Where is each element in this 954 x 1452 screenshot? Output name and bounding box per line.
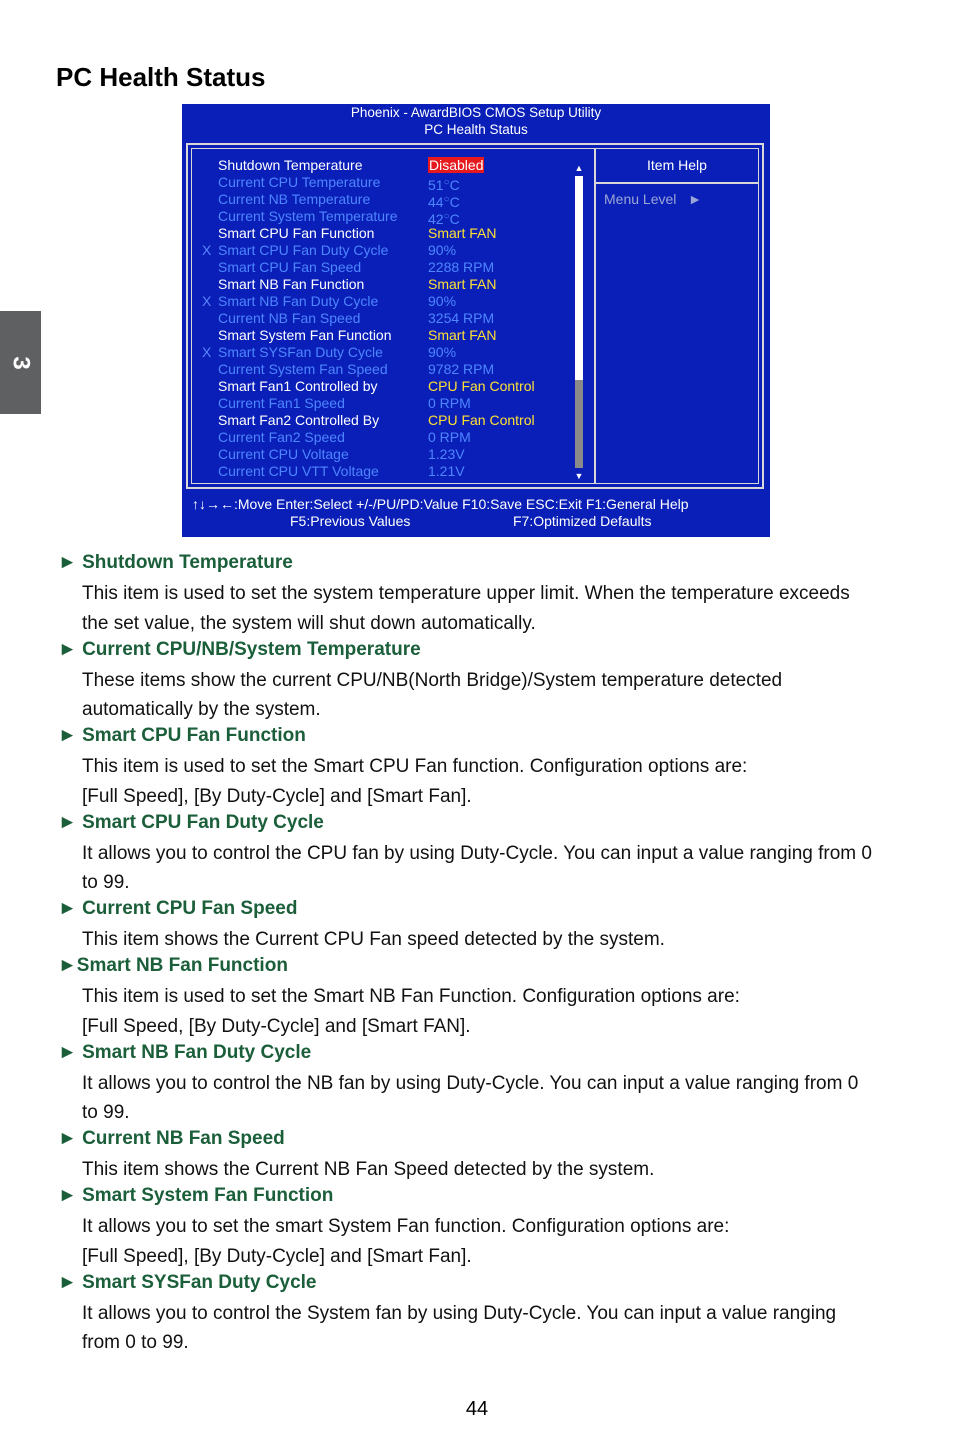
- item-description: [82, 1155, 902, 1185]
- key-legend-line1: ↑↓→←:Move Enter:Select +/-/PU/PD:Value F10:Save ESC:Exit F1:General Help: [192, 496, 689, 512]
- bios-setting-row[interactable]: [192, 310, 592, 327]
- setting-value[interactable]: [428, 327, 496, 344]
- bios-setting-row[interactable]: [192, 157, 592, 174]
- setting-value: [428, 293, 456, 310]
- setting-label: Shutdown Temperature: [218, 157, 363, 173]
- item-heading: ► Current NB Fan Speed: [58, 1128, 285, 1149]
- unit-text: C: [449, 194, 460, 210]
- setting-value[interactable]: [428, 225, 496, 242]
- bios-setting-row[interactable]: [192, 174, 592, 191]
- item-description: [82, 579, 902, 638]
- scroll-down-arrow-icon[interactable]: ▼: [574, 471, 584, 481]
- bios-setting-row[interactable]: [192, 463, 592, 480]
- value-text: Smart FAN: [428, 327, 497, 343]
- bios-header: [182, 104, 770, 138]
- setting-value[interactable]: [428, 157, 484, 174]
- disabled-marker: X: [202, 293, 212, 309]
- value-text: 2288 RPM: [428, 259, 495, 275]
- bios-setting-row[interactable]: [192, 259, 592, 276]
- bios-screenshot: [182, 104, 770, 537]
- description-line: This item shows the Current CPU Fan speed detected by the system.: [82, 929, 665, 950]
- setting-value: [428, 429, 471, 446]
- setting-label: Current NB Fan Speed: [218, 310, 361, 326]
- setting-label: Smart CPU Fan Duty Cycle: [218, 242, 389, 258]
- scrollbar[interactable]: [574, 163, 584, 481]
- menu-level-arrow-icon: ►: [688, 191, 702, 207]
- description-line: This item is used to set the Smart NB Fan Function. Configuration options are:: [82, 986, 740, 1007]
- item-heading: ► Current CPU Fan Speed: [58, 898, 298, 919]
- key-legend-f7: F7:Optimized Defaults: [513, 513, 652, 529]
- setting-label: Smart System Fan Function: [218, 327, 392, 343]
- menu-level: [604, 191, 702, 207]
- setting-value: [428, 259, 494, 276]
- description-line: This item is used to set the Smart CPU Fan function. Configuration options are:: [82, 756, 748, 777]
- value-text: CPU Fan Control: [428, 378, 535, 394]
- chapter-tab: [0, 311, 41, 414]
- bios-setting-row[interactable]: [192, 242, 592, 259]
- bios-frame: [186, 143, 764, 489]
- disabled-marker: X: [202, 344, 212, 360]
- help-title-divider: [594, 182, 758, 184]
- value-text: 90%: [428, 344, 457, 360]
- value-text: 1.21V: [428, 463, 465, 479]
- bios-setting-row[interactable]: [192, 344, 592, 361]
- bios-setting-row[interactable]: [192, 276, 592, 293]
- setting-label: Current CPU Voltage: [218, 446, 349, 462]
- description-line: [Full Speed, [By Duty-Cycle] and [Smart FAN].: [82, 1015, 471, 1037]
- item-heading: ► Smart CPU Fan Duty Cycle: [58, 811, 324, 833]
- item-description: [82, 839, 902, 898]
- item-description: [82, 925, 902, 955]
- page-number: 44: [465, 1398, 489, 1420]
- setting-value: [428, 242, 456, 259]
- item-heading: ► Current CPU/NB/System Temperature: [58, 638, 421, 660]
- description-line: It allows you to control the System fan by using Duty-Cycle. You can input a value ranging: [82, 1302, 837, 1324]
- item-heading: ► Smart NB Fan Duty Cycle: [58, 1041, 312, 1063]
- bios-setting-row[interactable]: [192, 412, 592, 429]
- value-text: 1.23V: [428, 446, 465, 462]
- bios-setting-row[interactable]: [192, 395, 592, 412]
- bios-setting-row[interactable]: [192, 327, 592, 344]
- description-line: to 99.: [82, 872, 130, 893]
- setting-label: Current Fan1 Speed: [218, 395, 345, 411]
- bios-settings-list: [192, 157, 592, 480]
- setting-label: Smart Fan2 Controlled By: [218, 412, 380, 428]
- setting-label: Current NB Temperature: [218, 191, 371, 207]
- help-panel-divider: [594, 149, 596, 483]
- item-description: [82, 666, 902, 725]
- degree-icon: ○: [443, 211, 450, 222]
- setting-label: Current System Fan Speed: [218, 361, 388, 377]
- page-title: PC Health Status: [56, 62, 266, 92]
- key-legend-f5: F5:Previous Values: [290, 513, 411, 529]
- value-text: 9782 RPM: [428, 361, 495, 377]
- item-description: [82, 982, 902, 1041]
- item-description: [82, 1299, 902, 1358]
- bios-inner-frame: [191, 148, 759, 484]
- description-line: the set value, the system will shut down automatically.: [82, 612, 536, 634]
- description-line: to 99.: [82, 1102, 130, 1123]
- setting-value: [428, 446, 465, 463]
- item-heading: ►Smart NB Fan Function: [58, 955, 288, 976]
- setting-value[interactable]: [428, 412, 535, 429]
- setting-label: Smart NB Fan Duty Cycle: [218, 293, 379, 309]
- description-line: [Full Speed], [By Duty-Cycle] and [Smart Fan].: [82, 1245, 472, 1267]
- menu-level-label: Menu Level: [604, 191, 677, 207]
- setting-label: Smart NB Fan Function: [218, 276, 365, 292]
- unit-text: C: [449, 177, 460, 193]
- description-line: automatically by the system.: [82, 699, 321, 720]
- setting-label: Current CPU Temperature: [218, 174, 381, 190]
- setting-label: Smart CPU Fan Speed: [218, 259, 362, 275]
- value-text: 0 RPM: [428, 429, 471, 445]
- bios-setting-row[interactable]: [192, 293, 592, 310]
- disabled-marker: X: [202, 242, 212, 258]
- value-text: 51: [428, 177, 444, 193]
- unit-text: C: [449, 211, 460, 227]
- setting-label: Current CPU VTT Voltage: [218, 463, 379, 479]
- bios-screen-title: PC Health Status: [424, 122, 528, 137]
- description-line: This item shows the Current NB Fan Speed detected by the system.: [82, 1159, 655, 1180]
- item-description: [82, 1212, 902, 1271]
- value-text: 44: [428, 194, 444, 210]
- setting-label: Smart CPU Fan Function: [218, 225, 375, 241]
- bios-setting-row[interactable]: [192, 429, 592, 446]
- value-text: 0 RPM: [428, 395, 471, 411]
- bios-setting-row[interactable]: [192, 361, 592, 378]
- item-heading: ► Smart SYSFan Duty Cycle: [58, 1271, 317, 1293]
- setting-value: [428, 344, 456, 361]
- bios-setting-row[interactable]: [192, 446, 592, 463]
- setting-value: [428, 395, 471, 412]
- bios-setting-row[interactable]: [192, 378, 592, 395]
- degree-icon: ○: [443, 194, 450, 205]
- value-text: 3254 RPM: [428, 310, 495, 326]
- description-line: It allows you to set the smart System Fan function. Configuration options are:: [82, 1216, 730, 1237]
- description-line: This item is used to set the system temperature upper limit. When the temperature exceeds: [82, 583, 850, 604]
- description-line: It allows you to control the NB fan by using Duty-Cycle. You can input a value ranging from 0: [82, 1072, 859, 1094]
- description-line: It allows you to control the CPU fan by using Duty-Cycle. You can input a value ranging from 0: [82, 842, 872, 864]
- bios-utility-title: Phoenix - AwardBIOS CMOS Setup Utility: [350, 105, 602, 120]
- setting-label: Smart Fan1 Controlled by: [218, 378, 378, 394]
- value-text: 90%: [428, 242, 457, 258]
- scroll-up-arrow-icon[interactable]: ▲: [574, 163, 584, 173]
- value-text: Smart FAN: [428, 276, 497, 292]
- description-line: [Full Speed], [By Duty-Cycle] and [Smart Fan].: [82, 785, 472, 807]
- item-heading: ► Smart System Fan Function: [58, 1185, 334, 1206]
- scrollbar-thumb[interactable]: [575, 380, 583, 468]
- description-line: These items show the current CPU/NB(North Bridge)/System temperature detected: [82, 669, 783, 691]
- description-line: from 0 to 99.: [82, 1332, 189, 1353]
- item-description: [82, 1069, 902, 1128]
- value-text: CPU Fan Control: [428, 412, 535, 428]
- value-text: 90%: [428, 293, 457, 309]
- setting-label: Current System Temperature: [218, 208, 398, 224]
- bios-setting-row[interactable]: [192, 225, 592, 242]
- item-heading: ► Shutdown Temperature: [58, 552, 293, 573]
- value-text: 42: [428, 211, 444, 227]
- setting-value[interactable]: [428, 378, 535, 395]
- item-description: [82, 752, 902, 811]
- selected-value-highlight[interactable]: Disabled: [429, 157, 484, 173]
- item-help-title: Item Help: [647, 157, 707, 173]
- setting-label: Current Fan2 Speed: [218, 429, 345, 445]
- value-text: Smart FAN: [428, 225, 497, 241]
- setting-label: Smart SYSFan Duty Cycle: [218, 344, 383, 360]
- setting-value: [428, 361, 494, 378]
- bios-setting-row[interactable]: [192, 208, 592, 225]
- item-heading: ► Smart CPU Fan Function: [58, 725, 306, 746]
- chapter-number: 3: [7, 355, 35, 370]
- scrollbar-track[interactable]: [575, 176, 583, 468]
- setting-value: [428, 463, 465, 480]
- setting-value: [428, 310, 494, 327]
- degree-icon: ○: [443, 177, 450, 188]
- bios-setting-row[interactable]: [192, 191, 592, 208]
- setting-value[interactable]: [428, 276, 496, 293]
